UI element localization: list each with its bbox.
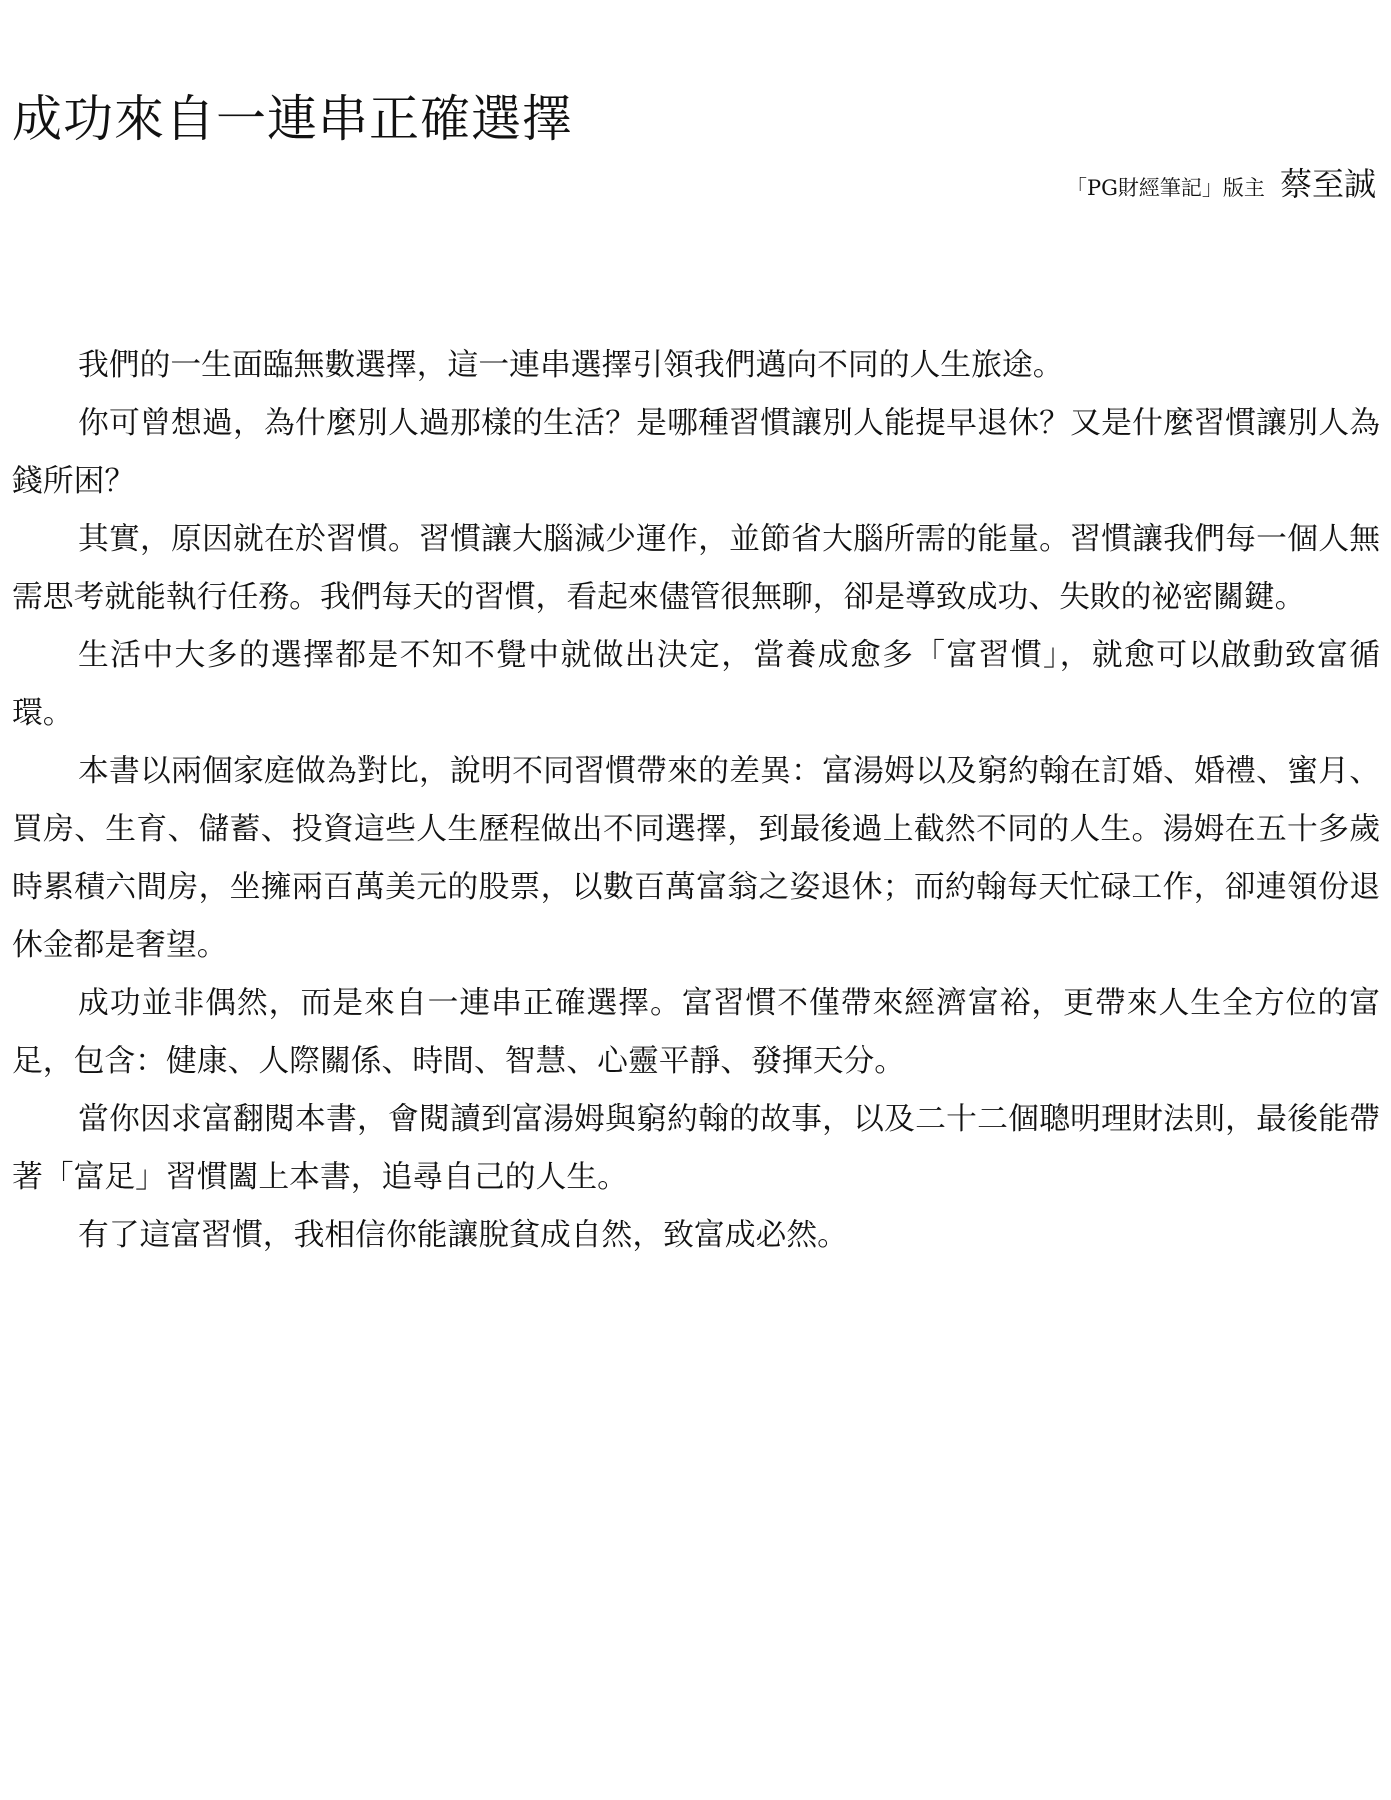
paragraph: 我們的一生面臨無數選擇，這一連串選擇引領我們邁向不同的人生旅途。	[78, 347, 1064, 383]
byline-author: 蔡至誠	[1279, 165, 1376, 203]
byline-column: 「PG財經筆記」版主	[1065, 176, 1265, 200]
article-title: 成功來自一連串正確選擇	[12, 90, 573, 148]
byline	[1065, 165, 1376, 203]
paragraph: 本書以兩個家庭做為對比，說明不同習慣帶來的差異：富湯姆以及窮約翰在訂婚、婚禮、蜜月、買房、生育、儲蓄、投資這些人生歷程做出不同選擇，到最後過上截然不同的人生。湯姆在五十多歲時累積六間房，坐擁兩百萬美元的股票，以數百萬富翁之姿退休；而約翰每天忙碌工作，卻連領份退休金都是奢望。	[12, 753, 1380, 963]
paragraph: 生活中大多的選擇都是不知不覺中就做出決定，當養成愈多「富習慣」，就愈可以啟動致富循環。	[12, 637, 1380, 731]
article-body	[12, 336, 1380, 1264]
paragraph: 其實，原因就在於習慣。習慣讓大腦減少運作，並節省大腦所需的能量。習慣讓我們每一個人無需思考就能執行任務。我們每天的習慣，看起來儘管很無聊，卻是導致成功、失敗的祕密關鍵。	[12, 521, 1380, 615]
paragraph: 當你因求富翻閱本書，會閱讀到富湯姆與窮約翰的故事，以及二十二個聰明理財法則，最後能帶著「富足」習慣闔上本書，追尋自己的人生。	[12, 1101, 1380, 1195]
paragraph: 你可曾想過，為什麼別人過那樣的生活？是哪種習慣讓別人能提早退休？又是什麼習慣讓別人為錢所困？	[12, 405, 1380, 499]
paragraph: 有了這富習慣，我相信你能讓脫貧成自然，致富成必然。	[78, 1217, 848, 1253]
paragraph: 成功並非偶然，而是來自一連串正確選擇。富習慣不僅帶來經濟富裕，更帶來人生全方位的富足，包含：健康、人際關係、時間、智慧、心靈平靜、發揮天分。	[12, 985, 1380, 1079]
